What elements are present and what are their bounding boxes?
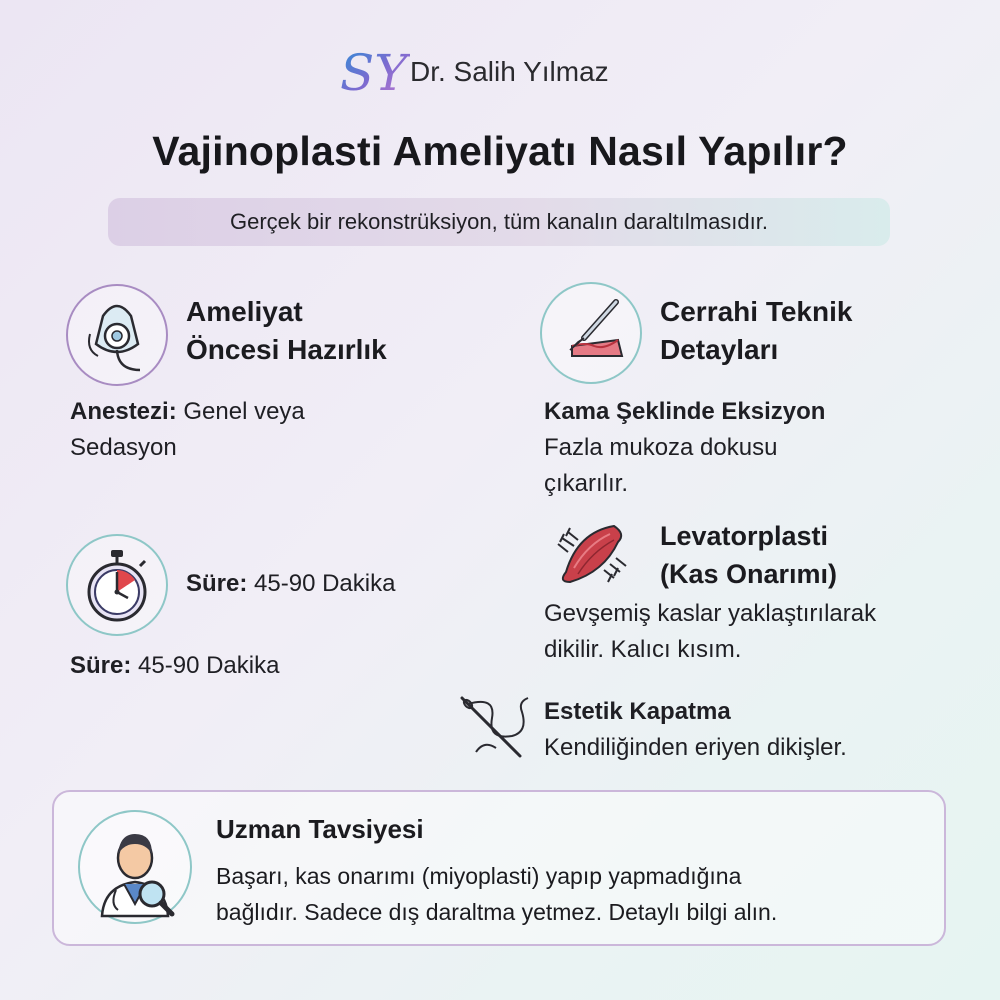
preparation-title-line1: Ameliyat <box>186 296 303 327</box>
sutured-muscle-icon <box>548 512 634 592</box>
anesthesia-mask-icon <box>68 286 166 384</box>
sy-logo-icon <box>338 42 410 108</box>
expert-tip-line2: bağlıdır. Sadece dış daraltma yetmez. Detaylı bilgi alın. <box>216 899 778 925</box>
closure-title: Estetik Kapatma <box>544 698 731 725</box>
doctor-magnifier-icon <box>80 812 190 922</box>
expert-icon-circle <box>78 810 192 924</box>
needle-thread-icon <box>456 692 536 768</box>
wedge-excision-title: Kama Şeklinde Eksizyon <box>544 398 826 425</box>
expert-tip-line1: Başarı, kas onarımı (miyoplasti) yapıp yapmadığına <box>216 863 742 889</box>
duration-repeat-label: Süre: <box>70 652 132 679</box>
anesthesia-value-line2: Sedasyon <box>70 434 177 461</box>
wedge-text-line2: çıkarılır. <box>544 470 629 497</box>
duration-label: Süre: <box>186 570 248 597</box>
duration-repeat-value: 45-90 Dakika <box>138 652 280 679</box>
scalpel-icon <box>542 284 640 382</box>
anesthesia-value-line1: Genel veya <box>183 398 305 425</box>
wedge-text-line1: Fazla mukoza dokusu <box>544 434 778 461</box>
levator-text-line2: dikilir. Kalıcı kısım. <box>544 636 742 663</box>
expert-tip-text <box>216 858 936 930</box>
technique-title-line2: Detayları <box>660 334 779 365</box>
logo-text: SY <box>340 44 408 102</box>
levator-title-line1: Levatorplasti <box>660 521 829 551</box>
technique-title-line1: Cerrahi Teknik <box>660 296 853 327</box>
anesthesia-line1 <box>70 394 305 430</box>
page-title: Vajinoplasti Ameliyatı Nasıl Yapılır? <box>152 128 848 174</box>
levator-title-line2: (Kas Onarımı) <box>660 559 838 589</box>
duration-value: 45-90 Dakika <box>254 570 396 597</box>
duration-icon-circle <box>66 534 168 636</box>
anesthesia-label: Anestezi: <box>70 398 177 425</box>
closure-text: Kendiliğinden eriyen dikişler. <box>544 734 847 761</box>
technique-icon-circle <box>540 282 642 384</box>
subtitle-pill: Gerçek bir rekonstrüksiyon, tüm kanalın daraltılmasıdır. <box>108 198 890 246</box>
levator-text-line1: Gevşemiş kaslar yaklaştırılarak <box>544 600 877 627</box>
brand-name: Dr. Salih Yılmaz <box>410 56 609 87</box>
duration-repeat-line <box>70 648 279 684</box>
preparation-icon-circle <box>66 284 168 386</box>
stopwatch-icon <box>68 536 166 634</box>
preparation-title-line2: Öncesi Hazırlık <box>186 334 387 365</box>
duration-line <box>186 566 395 602</box>
expert-tip-title: Uzman Tavsiyesi <box>216 814 424 844</box>
